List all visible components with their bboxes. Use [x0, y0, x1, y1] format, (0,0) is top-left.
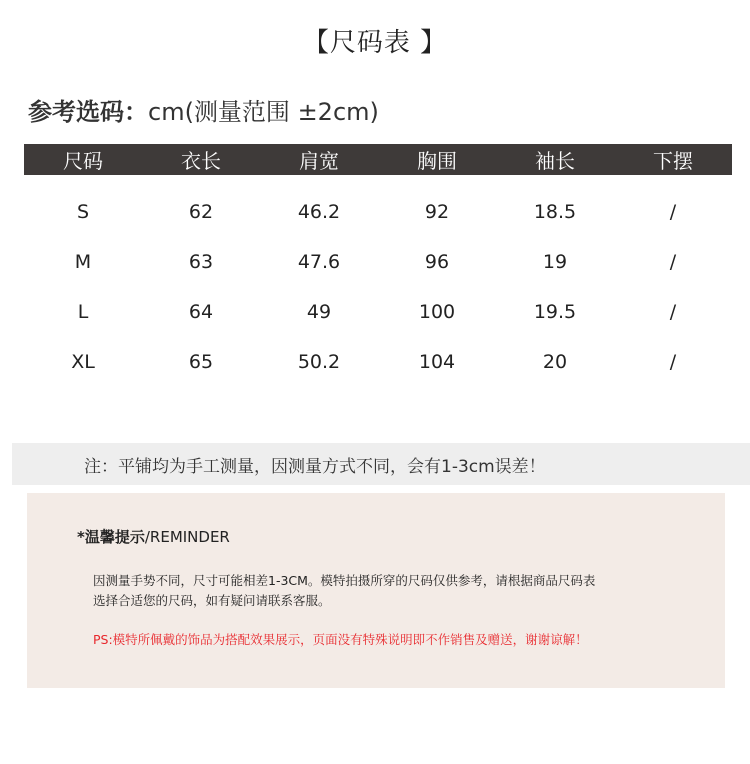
measurement-note: 注：平铺均为手工测量，因测量方式不同，会有1-3cm误差！ [84, 456, 546, 477]
table-row [24, 337, 732, 387]
cell-sleeve: 20 [542, 351, 568, 373]
cell-chest: 100 [418, 301, 456, 323]
cell-length: 64 [188, 301, 214, 323]
unit-note: cm(测量范围 ±2cm) [148, 98, 379, 126]
table-row [24, 237, 732, 287]
cell-chest: 92 [424, 201, 450, 223]
cell-hem: / [669, 251, 677, 273]
cell-shoulder: 46.2 [297, 201, 341, 223]
cell-hem: / [669, 201, 677, 223]
page-title: 【尺码表 】 [302, 28, 448, 58]
reminder-body-line: 因测量手势不同，尺寸可能相差1-3CM。模特拍摄所穿的尺码仅供参考，请根据商品尺码表 [93, 573, 596, 588]
cell-chest: 104 [418, 351, 456, 373]
cell-shoulder: 47.6 [297, 251, 341, 273]
cell-sleeve: 18.5 [533, 201, 577, 223]
cell-length: 65 [188, 351, 214, 373]
reference-line [28, 92, 379, 127]
cell-size: XL [71, 351, 95, 373]
header-cell-shoulder: 肩宽 [299, 149, 339, 173]
reminder-box [27, 493, 725, 688]
table-body [24, 187, 732, 387]
reminder-body-line: 选择合适您的尺码，如有疑问请联系客服。 [93, 593, 331, 608]
header-cell-sleeve: 袖长 [535, 149, 575, 173]
cell-sleeve: 19.5 [533, 301, 577, 323]
cell-length: 63 [188, 251, 214, 273]
reminder-title [77, 526, 230, 547]
size-table [24, 144, 732, 387]
table-row [24, 287, 732, 337]
cell-shoulder: 50.2 [297, 351, 341, 373]
reminder-title-zh: *温馨提示 [77, 528, 145, 546]
cell-hem: / [669, 301, 677, 323]
header-cell-chest: 胸围 [417, 149, 457, 173]
reminder-body [93, 571, 703, 611]
cell-shoulder: 49 [306, 301, 332, 323]
cell-sleeve: 19 [542, 251, 568, 273]
header-cell-length: 衣长 [181, 149, 221, 173]
cell-length: 62 [188, 201, 214, 223]
measurement-note-bar [12, 443, 750, 485]
reference-label: 参考选码： [28, 98, 148, 126]
cell-size: M [74, 251, 92, 273]
table-row [24, 187, 732, 237]
cell-size: S [76, 201, 90, 223]
reminder-title-en: /REMINDER [144, 528, 230, 546]
reminder-ps-note: PS:模特所佩戴的饰品为搭配效果展示，页面没有特殊说明即不作销售及赠送，谢谢谅解！ [93, 632, 588, 647]
cell-size: L [77, 301, 89, 323]
header-cell-size: 尺码 [63, 149, 103, 173]
cell-chest: 96 [424, 251, 450, 273]
table-header [24, 144, 732, 175]
cell-hem: / [669, 351, 677, 373]
header-cell-hem: 下摆 [653, 149, 693, 173]
